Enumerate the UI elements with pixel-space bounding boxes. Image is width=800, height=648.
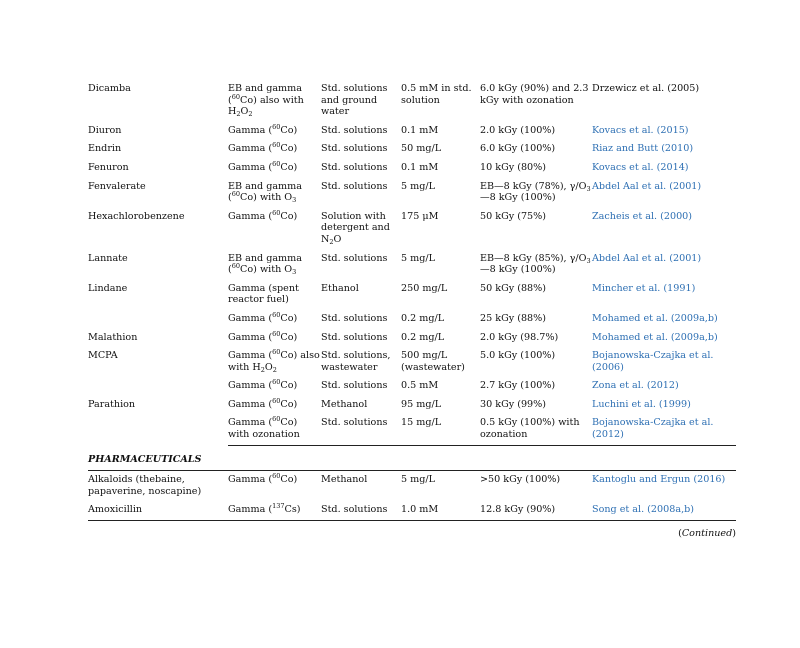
reference-cell[interactable]: Kantoglu and Ergun (2016): [592, 474, 726, 486]
concentration-cell: 175 μM: [401, 210, 439, 222]
dose-cell: 2.0 kGy (100%): [480, 124, 556, 136]
table-row: [88, 347, 736, 377]
matrix-cell: Std. solutions: [321, 331, 388, 343]
compound-cell: Hexachlorobenzene: [88, 210, 185, 222]
degradation-table: [88, 80, 736, 521]
table-row: [88, 501, 736, 520]
method-cell: EB and gamma ($^{60}$Co) with $O_3$: [228, 180, 302, 205]
reference-cell[interactable]: Luchini et al. (1999): [592, 398, 691, 410]
table-body-pesticides: [88, 80, 736, 445]
concentration-cell: 95 mg/L: [401, 398, 442, 410]
dose-cell: 50 kGy (88%): [480, 282, 547, 294]
concentration-cell: 500 mg/L (wastewater): [401, 350, 465, 373]
matrix-cell: Std. solutions: [321, 312, 388, 324]
dose-cell: EB—8 kGy (85%), $\gamma/O_3—8$ kGy (100%): [480, 252, 591, 276]
concentration-cell: 50 mg/L: [401, 143, 442, 155]
table-row: [88, 414, 736, 445]
compound-cell: Fenuron: [88, 161, 129, 173]
dose-cell: 2.7 kGy (100%): [480, 380, 556, 392]
dose-cell: 30 kGy (99%): [480, 398, 547, 410]
reference-cell[interactable]: Bojanowska-Czajka et al. (2012): [592, 417, 714, 441]
reference-cell[interactable]: Bojanowska-Czajka et al. (2006): [592, 350, 714, 373]
method-cell: Gamma ($^{60}$Co): [228, 329, 298, 343]
concentration-cell: 15 mg/L: [401, 417, 442, 429]
compound-cell: Lindane: [88, 282, 128, 294]
dose-cell: 25 kGy (88%): [480, 312, 547, 324]
table-body-pharmaceuticals: [88, 471, 736, 520]
reference-cell[interactable]: Mohamed et al. (2009a,b): [592, 331, 718, 343]
method-cell: Gamma ($^{60}$Co): [228, 310, 298, 324]
compound-cell: Fenvalerate: [88, 180, 146, 192]
compound-cell: [88, 377, 228, 396]
dose-cell: >50 kGy (100%): [480, 474, 561, 486]
dose-cell: 6.0 kGy (90%) and 2.3 kGy with ozonation: [480, 83, 589, 106]
concentration-cell: 0.5 mM in std. solution: [401, 83, 472, 106]
dose-cell: 10 kGy (80%): [480, 161, 547, 173]
matrix-cell: Std. solutions: [321, 143, 388, 155]
dose-cell: 12.8 kGy (90%): [480, 501, 592, 520]
method-cell: Gamma ($^{60}$Co) also with $H_2O_2$: [228, 348, 320, 374]
concentration-cell: 0.2 mg/L: [401, 312, 445, 324]
concentration-cell: 1.0 mM: [401, 501, 480, 520]
table-row: [88, 250, 736, 280]
matrix-cell: Std. solutions: [321, 501, 401, 520]
table-row: [88, 396, 736, 415]
compound-cell: Dicamba: [88, 83, 131, 94]
compound-cell: Diuron: [88, 124, 122, 136]
method-cell: EB and gamma ($^{60}$Co) also with $H_2O_2$: [228, 83, 304, 119]
method-cell: Gamma ($^{60}$Co): [228, 472, 298, 486]
method-cell: Gamma ($^{60}$Co): [228, 378, 298, 392]
method-cell: Gamma ($^{60}$Co): [228, 122, 298, 136]
dose-cell: 50 kGy (75%): [480, 210, 547, 222]
compound-cell: [88, 310, 228, 329]
reference-cell[interactable]: Kovacs et al. (2015): [592, 124, 689, 136]
reference-cell[interactable]: Song et al. (2008a,b): [592, 501, 736, 520]
continued-note: (Continued): [678, 528, 736, 539]
concentration-cell: 250 mg/L: [401, 282, 448, 294]
section-header-group: [88, 445, 736, 471]
table-row: [88, 80, 736, 122]
table-row: [88, 122, 736, 141]
matrix-cell: Std. solutions: [321, 180, 388, 192]
table-row: [88, 329, 736, 348]
compound-cell: Endrin: [88, 143, 122, 155]
concentration-cell: 5 mg/L: [401, 180, 435, 192]
compound-cell: [88, 414, 228, 445]
matrix-cell: Std. solutions: [321, 161, 388, 173]
dose-cell: 6.0 kGy (100%): [480, 143, 556, 155]
reference-cell[interactable]: Mincher et al. (1991): [592, 282, 696, 294]
method-cell: Gamma ($^{60}$Co): [228, 141, 298, 155]
reference-cell[interactable]: Abdel Aal et al. (2001): [592, 252, 702, 264]
matrix-cell: Ethanol: [321, 282, 359, 294]
section-title: PHARMACEUTICALS: [88, 453, 202, 465]
matrix-cell: Methanol: [321, 398, 368, 410]
method-cell: Gamma ($^{60}$Co): [228, 159, 298, 173]
compound-cell: Malathion: [88, 331, 138, 343]
section-row: [88, 446, 736, 471]
dose-cell: EB—8 kGy (78%), $\gamma/O_3—8$ kGy (100%): [480, 180, 591, 204]
table-row: [88, 140, 736, 159]
concentration-cell: 0.5 mM: [401, 380, 439, 392]
compound-cell: Alkaloids (thebaine, papaverine, noscapine): [88, 474, 202, 497]
matrix-cell: Std. solutions: [321, 380, 388, 392]
concentration-cell: 0.1 mM: [401, 124, 439, 136]
dose-cell: 0.5 kGy (100%) with ozonation: [480, 417, 580, 441]
method-cell: EB and gamma ($^{60}$Co) with $O_3$: [228, 252, 302, 277]
table-row: [88, 310, 736, 329]
compound-cell: MCPA: [88, 350, 118, 362]
table-row: [88, 377, 736, 396]
compound-cell: Amoxicillin: [88, 501, 228, 520]
table-row: [88, 280, 736, 310]
method-cell: Gamma ($^{60}$Co): [228, 396, 298, 410]
table-page: [88, 80, 736, 521]
table-row: [88, 159, 736, 178]
matrix-cell: Methanol: [321, 474, 368, 486]
matrix-cell: Std. solutions and ground water: [321, 83, 388, 118]
table-row: [88, 178, 736, 208]
matrix-cell: Std. solutions: [321, 252, 388, 264]
dose-cell: 2.0 kGy (98.7%): [480, 331, 559, 343]
concentration-cell: 5 mg/L: [401, 474, 435, 486]
reference-cell: Drzewicz et al. (2005): [592, 83, 700, 94]
dose-cell: 5.0 kGy (100%): [480, 350, 556, 362]
method-cell: Gamma (spent reactor fuel): [228, 282, 299, 306]
reference-cell[interactable]: Abdel Aal et al. (2001): [592, 180, 702, 192]
compound-cell: Lannate: [88, 252, 128, 264]
reference-cell[interactable]: Riaz and Butt (2010): [592, 143, 694, 155]
reference-cell[interactable]: Zona et al. (2012): [592, 380, 679, 392]
reference-cell[interactable]: Mohamed et al. (2009a,b): [592, 312, 718, 324]
matrix-cell: Std. solutions, wastewater: [321, 350, 391, 373]
method-cell: Gamma ($^{137}$Cs): [228, 501, 321, 520]
reference-cell[interactable]: Zacheis et al. (2000): [592, 210, 693, 222]
reference-cell[interactable]: Kovacs et al. (2014): [592, 161, 689, 173]
matrix-cell: Std. solutions: [321, 124, 388, 136]
table-row: [88, 208, 736, 250]
method-cell: Gamma ($^{60}$Co) with ozonation: [228, 415, 300, 441]
concentration-cell: 0.2 mg/L: [401, 331, 445, 343]
method-cell: Gamma ($^{60}$Co): [228, 208, 298, 222]
concentration-cell: 5 mg/L: [401, 252, 435, 264]
matrix-cell: Std. solutions: [321, 417, 388, 429]
matrix-cell: Solution with detergent and $N_2O$: [321, 210, 390, 246]
table-row: [88, 471, 736, 501]
compound-cell: Parathion: [88, 398, 136, 410]
concentration-cell: 0.1 mM: [401, 161, 439, 173]
